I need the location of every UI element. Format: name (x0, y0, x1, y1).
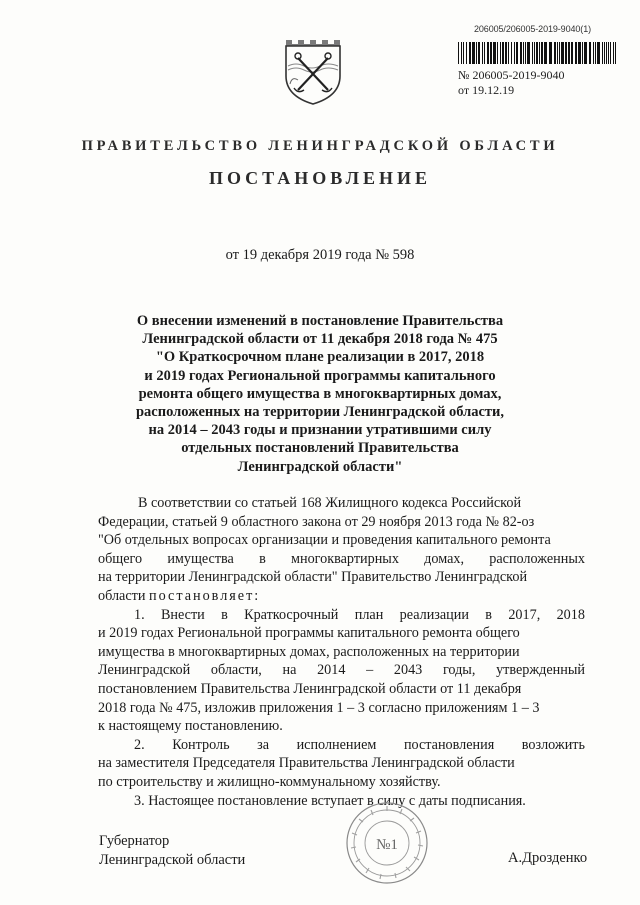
barcode-bar (505, 42, 507, 64)
body-word: за (257, 736, 270, 753)
barcode-bar (584, 42, 587, 64)
barcode-bar (536, 42, 538, 64)
barcode-bar (466, 42, 467, 64)
body-line: "Об отдельных вопросах организации и проведения капитального ремонта (98, 532, 551, 549)
barcode-bar (589, 42, 591, 64)
barcode-bar (520, 42, 522, 64)
body-word: 1. (134, 606, 145, 623)
title-line: и 2019 годах Региональной программы капитального (144, 367, 496, 384)
body-line: на заместителя Председателя Правительства Ленинградской области (98, 755, 515, 772)
body-word: общего (98, 550, 143, 567)
barcode-bar (458, 42, 459, 64)
body-line: 3. Настоящее постановление вступает в силу с даты подписания. (134, 792, 526, 809)
barcode-bar (613, 42, 614, 64)
body-line: 2018 года № 475, изложив приложения 1 – 3 согласно приложениям 1 – 3 (98, 699, 540, 716)
barcode-bar (493, 42, 496, 64)
barcode-bar (497, 42, 498, 64)
barcode-bar (597, 42, 600, 64)
title-line: "О Краткосрочном плане реализации в 2017, 2018 (155, 349, 485, 366)
body-word: 2018 (556, 606, 585, 623)
barcode-bar (582, 42, 583, 64)
body-word: утвержденный (496, 662, 585, 679)
organization-name: ПРАВИТЕЛЬСТВО ЛЕНИНГРАДСКОЙ ОБЛАСТИ (81, 138, 559, 154)
body-line: и 2019 годах Региональной программы капитального ремонта общего (98, 625, 520, 642)
barcode-bar (527, 42, 530, 64)
barcode-bar (476, 42, 477, 64)
body-word: Краткосрочный (244, 606, 339, 623)
body-word: 2014 (317, 662, 346, 679)
body-word: возложить (521, 736, 585, 753)
barcode-bar (608, 42, 609, 64)
document-type: ПОСТАНОВЛЕНИЕ (208, 168, 432, 188)
barcode-bar (578, 42, 581, 64)
barcode-bar (549, 42, 552, 64)
body-line (98, 550, 585, 569)
body-word: домах, (424, 550, 465, 567)
body-line: имущества в многоквартирных домах, расположенных на территории (98, 643, 520, 660)
body-line (98, 587, 585, 606)
body-line: Федерации, статьей 9 областного закона от 29 ноября 2013 года № 82-оз (98, 513, 535, 530)
registration-block (458, 24, 626, 98)
body-word: имущества (167, 550, 234, 567)
barcode-bar (593, 42, 594, 64)
signatory-position (99, 832, 245, 869)
barcode-bar (568, 42, 570, 64)
body-word: области, (210, 662, 262, 679)
barcode-bar (606, 42, 607, 64)
leningrad-oblast-coat-of-arms-icon (282, 36, 344, 106)
barcode-bar (595, 42, 596, 64)
title-line: отдельных постановлений Правительства (181, 440, 459, 457)
barcode-bar (559, 42, 560, 64)
barcode-bar (478, 42, 480, 64)
barcode-bar (490, 42, 492, 64)
stamp-number: №1 (376, 837, 398, 853)
document-code: 206005/206005-2019-9040(1) (474, 24, 592, 34)
title-line: на 2014 – 2043 годы и признании утратившими силу (148, 422, 492, 439)
body-line (98, 606, 585, 625)
body-line: по строительству и жилищно-коммунальному хозяйству. (98, 773, 441, 790)
barcode-bar (525, 42, 526, 64)
barcode-bar (544, 42, 547, 64)
barcode-bar (484, 42, 485, 64)
barcode-bar (554, 42, 556, 64)
body-word: 2. (134, 736, 145, 753)
barcode-bar (487, 42, 489, 64)
barcode-bar (532, 42, 533, 64)
barcode-bar (604, 42, 605, 64)
barcode-icon (458, 42, 618, 64)
body-word: многоквартирных (291, 550, 399, 567)
title-line: Ленинградской области" (237, 458, 403, 475)
title-line: ремонта общего имущества в многоквартирных домах, (138, 385, 502, 402)
body-word: 2043 (393, 662, 423, 679)
body-word: постановления (403, 736, 495, 753)
body-word: исполнением (296, 736, 377, 753)
resolution-title (110, 312, 530, 476)
barcode-bar (541, 42, 543, 64)
barcode-bar (514, 42, 515, 64)
body-word: на (282, 662, 297, 679)
round-seal-stamp-icon (344, 800, 430, 886)
barcode-bar (571, 42, 573, 64)
registration-number: № 206005-2019-9040 (458, 68, 565, 82)
barcode-bar (463, 42, 464, 64)
registration-date: от 19.12.19 (458, 83, 515, 97)
title-line: расположенных на территории Ленинградской области, (135, 404, 505, 421)
barcode-bar (508, 42, 509, 64)
body-word: в (221, 606, 228, 623)
body-word: Внести (160, 606, 205, 623)
barcode-bar (461, 42, 462, 64)
body-word: в (259, 550, 266, 567)
barcode-bar (561, 42, 564, 64)
barcode-bar (615, 42, 616, 64)
barcode-bar (482, 42, 483, 64)
body-word: годы, (442, 662, 476, 679)
body-line: В соответствии со статьей 168 Жилищного кодекса Российской (138, 495, 522, 511)
body-word: – (366, 662, 374, 679)
body-word: реализации (399, 606, 469, 623)
barcode-bar (557, 42, 558, 64)
signatory-name: А.Дрозденко (508, 850, 588, 866)
body-line (98, 736, 585, 755)
barcode-bar (539, 42, 540, 64)
body-word: в (485, 606, 492, 623)
body-line: постановлением Правительства Ленинградской области от 11 декабря (98, 680, 522, 697)
body-word: 2017, (508, 606, 541, 623)
resolves-word: постановляет: (148, 587, 261, 604)
barcode-bar (523, 42, 524, 64)
barcode-bar (502, 42, 504, 64)
title-line: Ленинградской области от 11 декабря 2018 года № 475 (142, 331, 498, 348)
body-word: план (354, 606, 384, 623)
barcode-bar (511, 42, 512, 64)
resolution-date-number: от 19 декабря 2019 года № 598 (225, 247, 415, 263)
barcode-bar (602, 42, 603, 64)
title-line: О внесении изменений в постановление Правительства (136, 313, 504, 329)
resolution-body (98, 494, 585, 810)
barcode-bar (469, 42, 471, 64)
signatory-region: Ленинградской области (99, 851, 246, 868)
body-word: Ленинградской (98, 662, 191, 679)
body-line: к настоящему постановлению. (98, 718, 283, 735)
body-word: Контроль (172, 736, 230, 753)
body-line-text: области (98, 587, 146, 604)
barcode-bar (472, 42, 475, 64)
barcode-bar (575, 42, 577, 64)
body-line (98, 661, 585, 680)
barcode-bar (610, 42, 611, 64)
barcode-bar (534, 42, 535, 64)
signatory-title: Губернатор (99, 833, 170, 849)
barcode-bar (500, 42, 501, 64)
body-line: на территории Ленинградской области" Правительство Ленинградской (98, 569, 528, 586)
barcode-bar (565, 42, 567, 64)
barcode-bar (516, 42, 518, 64)
body-word: расположенных (489, 550, 585, 567)
